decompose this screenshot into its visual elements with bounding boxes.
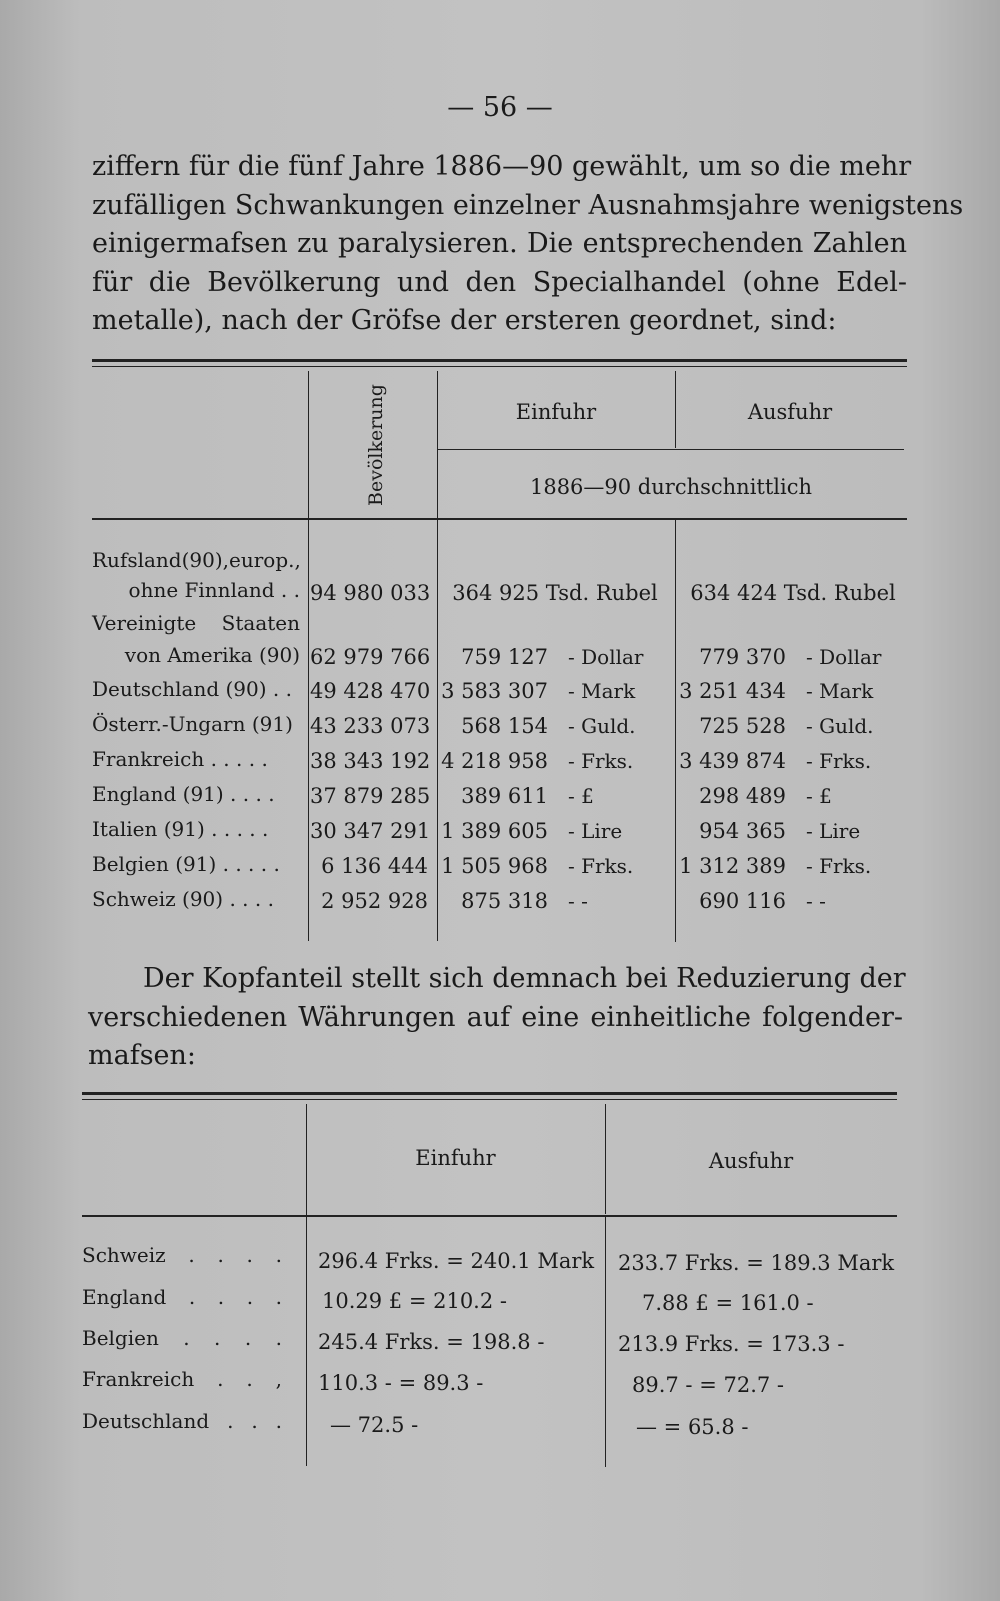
population-value: 37 879 285 [310,784,431,808]
population-value: 62 979 766 [310,645,431,669]
row-label: Rufsland(90),europ., [92,548,301,572]
import-value: 1 389 605 [441,819,548,843]
import-unit: - Frks. [568,749,634,773]
export-unit: - Dollar [806,645,882,669]
text-line: metalle), nach der Gröfse der ersteren geordnet, sind: [92,305,837,336]
text-line: ziffern für die fünf Jahre 1886—90 gewählt, um so die mehr [92,151,912,182]
export-value: 634 424 Tsd. Rubel [690,581,896,605]
export-value: 7.88 £ = 161.0 - [642,1291,814,1315]
header-population: Bevölkerung [365,384,387,506]
population-value: 94 980 033 [310,581,431,605]
paragraph-1 [92,148,964,341]
table-rule [82,1092,897,1095]
export-value: 213.9 Frks. = 173.3 - [618,1332,845,1356]
import-value: 110.3 - = 89.3 - [318,1371,484,1395]
table-rule [438,449,904,450]
import-unit: - Mark [568,679,636,703]
table-rule [92,366,907,367]
row-label: England . . . . [82,1285,282,1309]
table-rule [82,1099,897,1100]
import-value: — 72.5 - [330,1413,419,1437]
header-import: Einfuhr [415,1146,496,1170]
export-value: 233.7 Frks. = 189.3 Mark [618,1251,895,1275]
row-label: ohne Finnland . . [128,578,300,602]
import-unit: - - [568,889,588,913]
paragraph-2 [88,960,906,1076]
page-number: — 56 — [447,92,553,123]
export-unit: - Frks. [806,854,872,878]
export-value: 3 439 874 [679,749,786,773]
population-value: 6 136 444 [321,854,428,878]
row-label: England (91) . . . . [92,782,275,806]
population-value: 49 428 470 [310,679,431,703]
population-value: 30 347 291 [310,819,431,843]
export-unit: - Lire [806,819,861,843]
row-label: Schweiz . . . . [82,1243,282,1267]
row-label: Deutschland . . . [82,1409,282,1433]
import-value: 3 583 307 [441,679,548,703]
header-export: Ausfuhr [747,400,833,424]
column-divider [675,520,676,942]
row-label: Vereinigte Staaten [92,611,300,635]
row-label: Belgien . . . . [82,1326,282,1350]
export-value: 690 116 [699,889,786,913]
population-value: 43 233 073 [310,714,431,738]
import-value: 364 925 Tsd. Rubel [452,581,658,605]
population-value: 2 952 928 [321,889,428,913]
text-line: verschiedenen Währungen auf eine einheitliche folgender- [88,1001,903,1033]
export-value: 779 370 [699,645,786,669]
import-value: 245.4 Frks. = 198.8 - [318,1330,545,1354]
export-value: 298 489 [699,784,786,808]
import-value: 389 611 [461,784,548,808]
table-rule [82,1215,897,1217]
table-rule [92,359,907,362]
export-unit: - Guld. [806,714,874,738]
row-label: Italien (91) . . . . . [92,817,269,841]
header-period: 1886—90 durchschnittlich [529,475,813,499]
text-line: Der Kopfanteil stellt sich demnach bei Reduzierung der [143,963,906,994]
text-line: einigermafsen zu paralysieren. Die entsprechenden Zahlen [92,228,907,259]
import-value: 1 505 968 [441,854,548,878]
export-unit: - £ [806,784,832,808]
table-rule [92,518,907,520]
import-unit: - £ [568,784,594,808]
text-line: zufälligen Schwankungen einzelner Ausnahmsjahre wenigstens [92,189,964,221]
import-value: 10.29 £ = 210.2 - [322,1289,507,1313]
header-export: Ausfuhr [708,1149,794,1173]
import-unit: - Lire [568,819,623,843]
export-value: 3 251 434 [679,679,786,703]
import-unit: - Guld. [568,714,636,738]
import-value: 759 127 [461,645,548,669]
row-label: Schweiz (90) . . . . [92,887,274,911]
row-label: Frankreich . . . . . [92,747,268,771]
export-value: 1 312 389 [679,854,786,878]
export-unit: - Mark [806,679,874,703]
import-unit: - Dollar [568,645,644,669]
text-line: für die Bevölkerung und den Specialhandel (ohne Edel- [92,266,907,298]
population-value: 38 343 192 [310,749,431,773]
import-value: 568 154 [461,714,548,738]
export-value: 954 365 [699,819,786,843]
export-unit: - Frks. [806,749,872,773]
column-divider [437,371,438,941]
import-unit: - Frks. [568,854,634,878]
import-value: 875 318 [461,889,548,913]
row-label: Österr.-Ungarn (91) [92,712,293,736]
row-label: von Amerika (90) [124,643,300,667]
column-divider [605,1217,606,1467]
header-import: Einfuhr [515,400,597,424]
export-unit: - - [806,889,826,913]
column-divider [308,371,309,941]
row-label: Deutschland (90) . . [92,677,292,701]
text-line: mafsen: [88,1040,197,1071]
row-label: Belgien (91) . . . . . [92,852,280,876]
import-value: 4 218 958 [441,749,548,773]
export-value: 89.7 - = 72.7 - [632,1373,785,1397]
row-label: Frankreich . . , [82,1367,282,1391]
import-value: 296.4 Frks. = 240.1 Mark [318,1249,595,1273]
export-value: 725 528 [699,714,786,738]
export-value: — = 65.8 - [636,1415,749,1439]
